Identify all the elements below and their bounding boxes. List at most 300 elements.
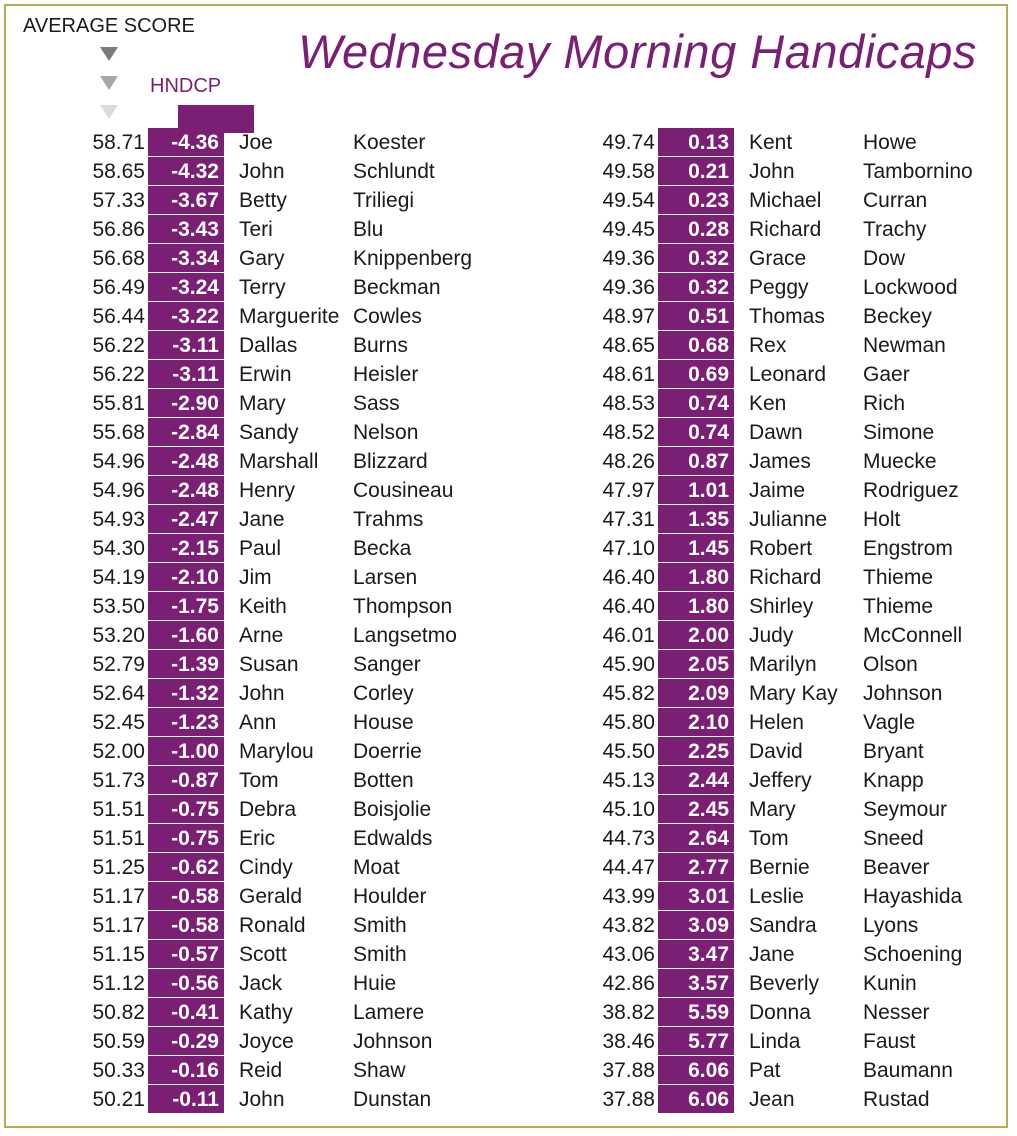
last-name: Curran (863, 189, 928, 212)
handicap-value: 2.77 (658, 853, 734, 881)
handicap-value: -1.32 (148, 679, 224, 707)
first-name: Kathy (239, 1001, 293, 1024)
last-name: Bryant (863, 740, 924, 763)
first-name: Cindy (239, 856, 293, 879)
table-row (510, 853, 1010, 882)
average-score: 48.65 (602, 334, 655, 357)
first-name: Marguerite (239, 305, 340, 328)
first-name: Jeffery (749, 769, 812, 792)
last-name: Langsetmo (353, 624, 457, 647)
first-name: Jane (239, 508, 285, 531)
first-name: Debra (239, 798, 297, 821)
first-name: Sandra (749, 914, 817, 937)
table-row (0, 534, 500, 563)
handicap-value: -1.75 (148, 592, 224, 620)
handicap-value: -0.41 (148, 998, 224, 1026)
average-score: 53.50 (92, 595, 145, 618)
handicap-value: -0.75 (148, 824, 224, 852)
average-score: 54.96 (92, 450, 145, 473)
last-name: Sanger (353, 653, 421, 676)
handicap-value: 2.05 (658, 650, 734, 678)
last-name: Johnson (353, 1030, 433, 1053)
table-row (510, 273, 1010, 302)
last-name: McConnell (863, 624, 963, 647)
average-score: 50.59 (92, 1030, 145, 1053)
table-row (0, 737, 500, 766)
handicap-value: 2.00 (658, 621, 734, 649)
first-name: Jack (239, 972, 283, 995)
last-name: Shaw (353, 1059, 406, 1082)
average-score: 51.73 (92, 769, 145, 792)
last-name: Kunin (863, 972, 917, 995)
last-name: Houlder (353, 885, 427, 908)
first-name: Ann (239, 711, 277, 734)
average-score: 49.45 (602, 218, 655, 241)
first-name: Mary Kay (749, 682, 838, 705)
table-row (510, 650, 1010, 679)
handicap-value: 0.69 (658, 360, 734, 388)
average-score: 56.22 (92, 363, 145, 386)
first-name: Marshall (239, 450, 319, 473)
first-name: Tom (749, 827, 789, 850)
first-name: John (239, 160, 285, 183)
handicap-value: -3.67 (148, 186, 224, 214)
last-name: Howe (863, 131, 917, 154)
average-score: 48.26 (602, 450, 655, 473)
average-score: 53.20 (92, 624, 145, 647)
table-row (0, 273, 500, 302)
last-name: Beaver (863, 856, 930, 879)
table-row (510, 331, 1010, 360)
average-score: 54.93 (92, 508, 145, 531)
last-name: Trahms (353, 508, 424, 531)
average-score: 46.40 (602, 566, 655, 589)
table-row (510, 940, 1010, 969)
handicap-value: -1.60 (148, 621, 224, 649)
table-row (510, 505, 1010, 534)
handicap-value: 3.57 (658, 969, 734, 997)
first-name: John (749, 160, 795, 183)
handicap-value: 6.06 (658, 1056, 734, 1084)
table-row (0, 621, 500, 650)
handicap-value: 2.25 (658, 737, 734, 765)
handicap-value: 2.44 (658, 766, 734, 794)
table-row (0, 418, 500, 447)
average-score: 51.15 (92, 943, 145, 966)
average-score: 52.79 (92, 653, 145, 676)
last-name: Beckman (353, 276, 441, 299)
last-name: Smith (353, 943, 407, 966)
table-row (510, 215, 1010, 244)
first-name: Keith (239, 595, 287, 618)
first-name: Gerald (239, 885, 303, 908)
handicap-value: 5.77 (658, 1027, 734, 1055)
first-name: Teri (239, 218, 273, 241)
handicap-value: -4.36 (148, 128, 224, 156)
table-row (0, 853, 500, 882)
first-name: Beverly (749, 972, 820, 995)
last-name: Rich (863, 392, 906, 415)
last-name: Lamere (353, 1001, 425, 1024)
handicap-value: -0.56 (148, 969, 224, 997)
handicap-value: -3.43 (148, 215, 224, 243)
last-name: Holt (863, 508, 901, 531)
handicap-value: 2.09 (658, 679, 734, 707)
last-name: Huie (353, 972, 397, 995)
average-score: 42.86 (602, 972, 655, 995)
first-name: Paul (239, 537, 282, 560)
last-name: House (353, 711, 414, 734)
last-name: Johnson (863, 682, 943, 705)
handicap-value: -1.39 (148, 650, 224, 678)
handicap-value: -3.11 (148, 360, 224, 388)
handicap-value: -1.23 (148, 708, 224, 736)
handicap-header: HNDCP (150, 75, 222, 97)
first-name: Peggy (749, 276, 809, 299)
last-name: Burns (353, 334, 408, 357)
table-row (0, 592, 500, 621)
table-row (0, 969, 500, 998)
handicap-value: -2.15 (148, 534, 224, 562)
handicap-value: 1.80 (658, 563, 734, 591)
first-name: Mary (239, 392, 286, 415)
handicap-value: -1.00 (148, 737, 224, 765)
table-row (0, 650, 500, 679)
first-name: Judy (749, 624, 794, 647)
average-score: 45.10 (602, 798, 655, 821)
handicap-value: -0.58 (148, 911, 224, 939)
last-name: Thieme (863, 566, 934, 589)
table-row (0, 389, 500, 418)
last-name: Blizzard (353, 450, 428, 473)
handicap-value: -0.87 (148, 766, 224, 794)
handicap-value: 0.32 (658, 244, 734, 272)
table-row (510, 418, 1010, 447)
handicap-value: -0.58 (148, 882, 224, 910)
average-score: 37.88 (602, 1088, 655, 1111)
table-row (510, 1085, 1010, 1114)
last-name: Koester (353, 131, 426, 154)
average-score: 49.74 (602, 131, 655, 154)
first-name: Richard (749, 218, 822, 241)
average-score: 46.01 (602, 624, 655, 647)
first-name: Sandy (239, 421, 299, 444)
handicap-value: -0.29 (148, 1027, 224, 1055)
first-name: Henry (239, 479, 296, 502)
average-score: 51.17 (92, 914, 145, 937)
first-name: David (749, 740, 803, 763)
first-name: Tom (239, 769, 279, 792)
handicap-value: 0.23 (658, 186, 734, 214)
first-name: Gary (239, 247, 285, 270)
average-score: 37.88 (602, 1059, 655, 1082)
average-score: 44.73 (602, 827, 655, 850)
handicap-value: 3.01 (658, 882, 734, 910)
first-name: Joyce (239, 1030, 294, 1053)
first-name: Julianne (749, 508, 828, 531)
first-name: Rex (749, 334, 787, 357)
average-score: 48.53 (602, 392, 655, 415)
last-name: Hayashida (863, 885, 963, 908)
average-score: 49.36 (602, 276, 655, 299)
table-row (0, 679, 500, 708)
table-row (0, 505, 500, 534)
table-row (510, 447, 1010, 476)
average-score: 46.40 (602, 595, 655, 618)
first-name: Mary (749, 798, 796, 821)
last-name: Botten (353, 769, 414, 792)
handicap-value: 1.80 (658, 592, 734, 620)
handicap-value: 0.68 (658, 331, 734, 359)
handicap-value: -2.90 (148, 389, 224, 417)
first-name: Richard (749, 566, 822, 589)
last-name: Blu (353, 218, 384, 241)
table-row (0, 882, 500, 911)
table-row (510, 186, 1010, 215)
page-title: Wednesday Morning Handicaps (298, 25, 977, 78)
table-row (510, 911, 1010, 940)
average-score: 58.65 (92, 160, 145, 183)
table-row (510, 766, 1010, 795)
table-row (510, 795, 1010, 824)
table-row (510, 157, 1010, 186)
last-name: Tambornino (863, 160, 973, 183)
average-score: 58.71 (92, 131, 145, 154)
table-row (0, 215, 500, 244)
last-name: Sneed (863, 827, 924, 850)
table-row (0, 563, 500, 592)
last-name: Baumann (863, 1059, 953, 1082)
table-row (0, 128, 500, 157)
table-row (510, 244, 1010, 273)
first-name: Leslie (749, 885, 804, 908)
last-name: Larsen (353, 566, 418, 589)
handicap-value: 0.21 (658, 157, 734, 185)
average-score: 56.22 (92, 334, 145, 357)
table-row (0, 824, 500, 853)
handicap-value: -0.62 (148, 853, 224, 881)
table-row (0, 360, 500, 389)
average-score: 55.81 (92, 392, 145, 415)
average-score: 52.00 (92, 740, 145, 763)
handicap-value: -3.11 (148, 331, 224, 359)
average-score: 43.99 (602, 885, 655, 908)
last-name: Cousineau (353, 479, 454, 502)
first-name: Grace (749, 247, 807, 270)
table-row (510, 1056, 1010, 1085)
handicap-value: -3.22 (148, 302, 224, 330)
last-name: Doerrie (353, 740, 422, 763)
first-name: Jaime (749, 479, 806, 502)
last-name: Vagle (863, 711, 916, 734)
average-score: 47.31 (602, 508, 655, 531)
sort-down-arrow-icon (100, 76, 118, 90)
handicap-value: 1.45 (658, 534, 734, 562)
table-row (510, 360, 1010, 389)
last-name: Seymour (863, 798, 948, 821)
table-row (510, 708, 1010, 737)
table-row (0, 940, 500, 969)
handicap-value: -0.16 (148, 1056, 224, 1084)
table-row (510, 969, 1010, 998)
last-name: Heisler (353, 363, 419, 386)
first-name: Michael (749, 189, 822, 212)
table-row (0, 186, 500, 215)
average-score: 51.51 (92, 798, 145, 821)
average-score: 38.82 (602, 1001, 655, 1024)
table-row (510, 621, 1010, 650)
last-name: Corley (353, 682, 414, 705)
table-row (510, 476, 1010, 505)
first-name: Jim (239, 566, 272, 589)
table-row (510, 824, 1010, 853)
last-name: Lyons (863, 914, 919, 937)
table-row (510, 737, 1010, 766)
handicap-value: 6.06 (658, 1085, 734, 1113)
average-score: 48.97 (602, 305, 655, 328)
handicap-value: -2.47 (148, 505, 224, 533)
average-score: 49.54 (602, 189, 655, 212)
average-score: 50.33 (92, 1059, 145, 1082)
handicap-value: 0.74 (658, 418, 734, 446)
handicap-value: -2.84 (148, 418, 224, 446)
last-name: Sass (353, 392, 400, 415)
last-name: Newman (863, 334, 946, 357)
first-name: Terry (239, 276, 286, 299)
average-score: 45.13 (602, 769, 655, 792)
first-name: John (239, 682, 285, 705)
first-name: James (749, 450, 811, 473)
handicap-value: -2.48 (148, 447, 224, 475)
table-row (0, 1085, 500, 1114)
average-score: 51.17 (92, 885, 145, 908)
handicap-value: 2.10 (658, 708, 734, 736)
last-name: Schoening (863, 943, 963, 966)
first-name: Dawn (749, 421, 803, 444)
average-score: 56.44 (92, 305, 145, 328)
average-score: 51.25 (92, 856, 145, 879)
last-name: Beckey (863, 305, 932, 328)
average-score: 49.36 (602, 247, 655, 270)
sort-down-arrow-icon (100, 105, 118, 119)
last-name: Simone (863, 421, 935, 444)
last-name: Rodriguez (863, 479, 959, 502)
handicap-value: -3.24 (148, 273, 224, 301)
handicap-value: 0.13 (658, 128, 734, 156)
average-score: 50.82 (92, 1001, 145, 1024)
average-score: 43.82 (602, 914, 655, 937)
handicap-value: 2.45 (658, 795, 734, 823)
first-name: Robert (749, 537, 813, 560)
handicap-value: -0.11 (148, 1085, 224, 1113)
last-name: Boisjolie (353, 798, 432, 821)
last-name: Thieme (863, 595, 934, 618)
last-name: Gaer (863, 363, 910, 386)
first-name: Donna (749, 1001, 811, 1024)
average-score: 51.51 (92, 827, 145, 850)
average-score: 57.33 (92, 189, 145, 212)
handicap-list-right (510, 128, 1010, 1114)
last-name: Nesser (863, 1001, 930, 1024)
first-name: Reid (239, 1059, 283, 1082)
handicap-list-left (0, 128, 500, 1114)
table-row (510, 534, 1010, 563)
first-name: Marylou (239, 740, 314, 763)
last-name: Smith (353, 914, 407, 937)
first-name: Jean (749, 1088, 795, 1111)
table-row (510, 1027, 1010, 1056)
first-name: Leonard (749, 363, 827, 386)
first-name: Eric (239, 827, 276, 850)
handicap-value: 0.87 (658, 447, 734, 475)
last-name: Muecke (863, 450, 937, 473)
average-score: 45.80 (602, 711, 655, 734)
average-score: 47.97 (602, 479, 655, 502)
handicap-value: 0.51 (658, 302, 734, 330)
table-row (0, 331, 500, 360)
table-row (0, 302, 500, 331)
last-name: Olson (863, 653, 918, 676)
average-score: 45.90 (602, 653, 655, 676)
handicap-value: -3.34 (148, 244, 224, 272)
table-row (0, 476, 500, 505)
average-score: 54.96 (92, 479, 145, 502)
handicap-value: 0.74 (658, 389, 734, 417)
average-score: 52.64 (92, 682, 145, 705)
average-score: 55.68 (92, 421, 145, 444)
last-name: Trachy (863, 218, 927, 241)
table-row (0, 244, 500, 273)
table-row (0, 795, 500, 824)
handicap-value: -2.48 (148, 476, 224, 504)
average-score: 51.12 (92, 972, 145, 995)
handicap-value: 0.28 (658, 215, 734, 243)
first-name: Pat (749, 1059, 781, 1082)
table-row (0, 998, 500, 1027)
handicap-value: 3.09 (658, 911, 734, 939)
handicap-value: -0.75 (148, 795, 224, 823)
last-name: Lockwood (863, 276, 958, 299)
first-name: John (239, 1088, 285, 1111)
last-name: Moat (353, 856, 400, 879)
average-score: 54.30 (92, 537, 145, 560)
last-name: Engstrom (863, 537, 953, 560)
average-score: 38.46 (602, 1030, 655, 1053)
first-name: Ronald (239, 914, 306, 937)
table-row (0, 157, 500, 186)
first-name: Susan (239, 653, 299, 676)
first-name: Ken (749, 392, 787, 415)
last-name: Cowles (353, 305, 422, 328)
handicap-value: -0.57 (148, 940, 224, 968)
handicap-value: 5.59 (658, 998, 734, 1026)
handicap-value: -4.32 (148, 157, 224, 185)
first-name: Arne (239, 624, 284, 647)
handicap-value: -2.10 (148, 563, 224, 591)
table-row (0, 911, 500, 940)
average-score: 47.10 (602, 537, 655, 560)
table-row (0, 766, 500, 795)
handicap-value: 2.64 (658, 824, 734, 852)
average-score: 56.49 (92, 276, 145, 299)
handicap-value: 0.32 (658, 273, 734, 301)
first-name: Helen (749, 711, 804, 734)
table-row (510, 998, 1010, 1027)
handicap-value: 1.35 (658, 505, 734, 533)
last-name: Faust (863, 1030, 916, 1053)
first-name: Thomas (749, 305, 825, 328)
table-row (0, 708, 500, 737)
